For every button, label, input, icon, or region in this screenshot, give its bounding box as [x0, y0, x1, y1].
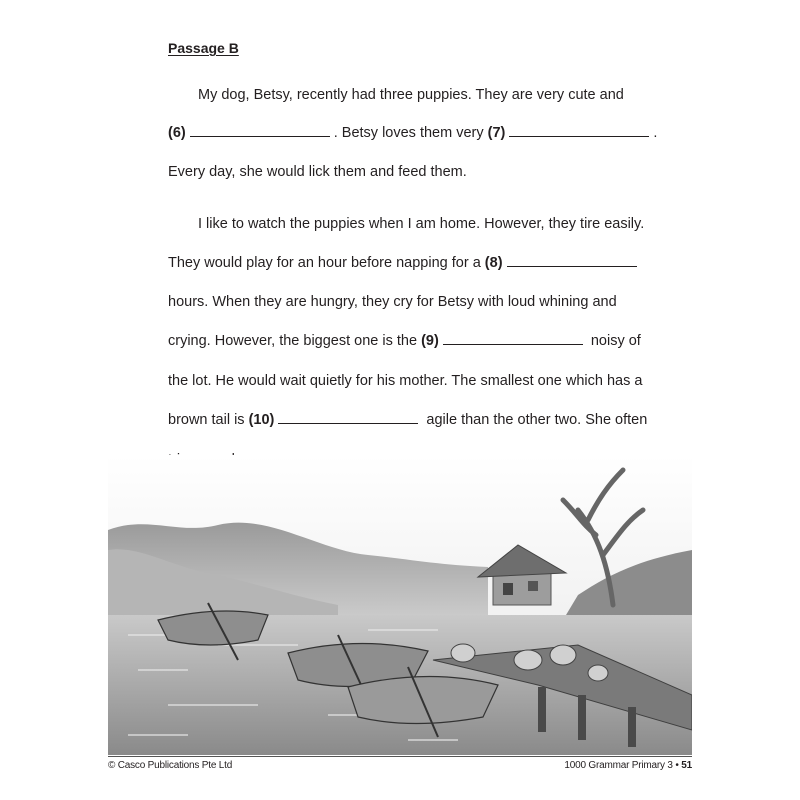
footer-divider — [108, 756, 692, 757]
answer-blank-10[interactable] — [278, 411, 418, 424]
question-number-7: (7) — [487, 125, 506, 141]
passage-line — [168, 163, 467, 181]
question-number-10: (10) — [248, 412, 275, 428]
passage-line — [168, 411, 647, 429]
passage-text: I like to watch the puppies when I am home. However, they tire easily. — [198, 216, 645, 232]
passage-line — [198, 215, 644, 233]
passage-text: brown tail is — [168, 412, 245, 428]
passage-text: . Betsy loves them very — [333, 125, 484, 141]
question-number-6: (6) — [168, 125, 186, 141]
book-title: 1000 Grammar Primary 3 • — [564, 760, 679, 771]
passage-text: hours. When they are hungry, they cry for Betsy with loud whining and — [168, 294, 617, 310]
passage-text: My dog, Betsy, recently had three puppies. They are very cute and — [198, 87, 624, 103]
passage-line — [198, 86, 624, 104]
answer-blank-8[interactable] — [507, 254, 637, 267]
question-number-9: (9) — [421, 333, 439, 349]
passage-text: noisy of — [590, 333, 641, 349]
passage-line — [168, 372, 642, 390]
passage-text: the lot. He would wait quietly for his mother. The smallest one which has a — [168, 373, 643, 389]
answer-blank-9[interactable] — [443, 332, 583, 345]
passage-heading: Passage B — [168, 40, 239, 56]
answer-blank-7[interactable] — [509, 124, 649, 137]
passage-line — [168, 254, 641, 272]
passage-line — [168, 124, 657, 142]
passage-text: They would play for an hour before napping for a — [168, 255, 481, 271]
question-number-8: (8) — [484, 255, 503, 271]
passage-text: agile than the other two. She often — [426, 412, 648, 428]
passage-text: . — [653, 125, 658, 141]
footer-copyright: © Casco Publications Pte Ltd — [108, 760, 233, 771]
passage-line — [168, 332, 641, 350]
answer-blank-6[interactable] — [190, 124, 330, 137]
page-number: 51 — [681, 760, 692, 771]
passage-line — [168, 293, 617, 311]
passage-text: Every day, she would lick them and feed them. — [168, 164, 467, 180]
lake-boats-puppies-illustration — [108, 455, 692, 755]
passage-text: crying. However, the biggest one is the — [168, 333, 418, 349]
footer-book-info — [564, 760, 692, 771]
